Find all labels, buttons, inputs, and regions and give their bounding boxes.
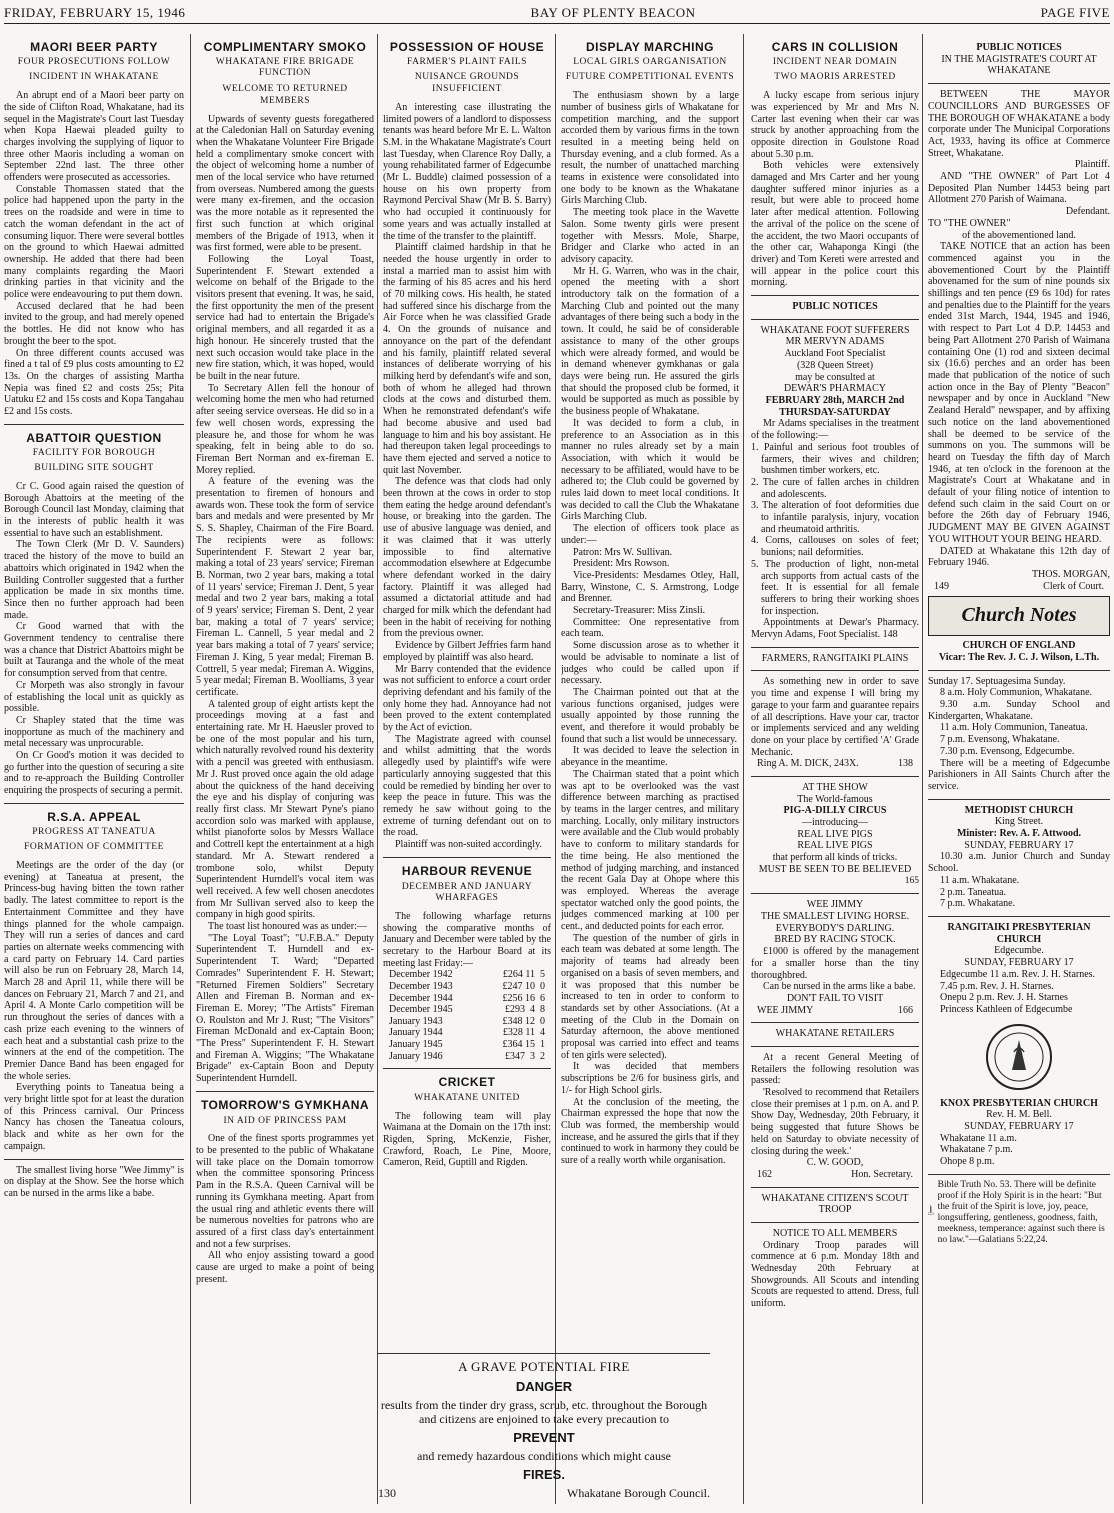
service-line: Onepu 2 p.m. Rev. J. H. Starnes xyxy=(940,992,1068,1004)
service-line: Edgecumbe 11 a.m. Rev. J. H. Starnes. xyxy=(940,968,1096,980)
service-line: 7 p.m. Whakatane. xyxy=(940,898,1016,910)
column-3 xyxy=(383,34,551,1344)
ad-line: The World-famous xyxy=(797,793,873,805)
article-headline: CARS IN COLLISION xyxy=(771,40,899,54)
ad-line: THE SMALLEST LIVING HORSE. xyxy=(760,911,910,922)
article-subhead: BUILDING SITE SOUGHT xyxy=(34,463,154,474)
ad-line: REAL LIVE PIGS xyxy=(797,828,873,840)
signature: C. W. GOOD, xyxy=(806,1157,864,1169)
paragraph: A talented group of eight artists kept the proceedings moving at a fast and entertaining rate. Mr H. Haeusler proved to be one of the most popular and his turn, which naturally revolved round his dexterity with a pencil was greeted with enthusiasm. Mr J. Rust proved once again the old adage about the quickness of the hand deceiving the eye and his display of conjuring was really first class. Mr Stewart Pyne's piano accordion solo was marked with applause, whilst pianoforte solos by Messrs Wallace and Cottrell kept the entertainment at a high standard. Mr A. Stewart rendered a trombone solo, whilst Deputy Superintendent Hurndell's vocal item was well received. A few well chosen anecdotes from Mr Sullivan served also to keep the company in high good spirits. xyxy=(196,698,374,921)
article-headline: TOMORROW'S GYMKHANA xyxy=(200,1097,370,1112)
masthead xyxy=(4,3,1110,24)
column-5 xyxy=(751,34,919,1504)
candle-book-icon xyxy=(928,1180,934,1240)
column-6 xyxy=(928,34,1110,1504)
table-cell-month: December 1942 xyxy=(389,969,453,981)
table-cell-month: December 1945 xyxy=(389,1004,453,1016)
ad-line: may be consulted at xyxy=(795,371,875,383)
ad-line: THURSDAY-SATURDAY xyxy=(779,406,891,418)
paragraph: The meeting took place in the Wavette Salon. Some twenty girls were present together with Messrs. Mole, Sharpe, Bridger and Clarke who acted in an advisory capacity. xyxy=(561,207,739,265)
ad-line: DEWAR'S PHARMACY xyxy=(783,383,887,395)
paragraph: Some discussion arose as to whether it would be advisable to nominate a list of judges who could be called upon if necessary. xyxy=(561,640,739,687)
paragraph: TAKE NOTICE that an action has been commenced against you in the abovementioned Court by the Plaintiff abovenamed for the sum of nine pounds six shillings and ten pence (£9 6s 10d) for rates and penalties due to the Plaintiff for the years ended 31st March, 1944, 1945 and 1946, with respect to Part Lot 4 D.P. 14453 and being Part Allotment 270 Parish of Waimana containing One (1) rod and sixteen decimal six (16.6) perches and an order has been made that publication of the notice of such action once in the Bay of Plenty "Beacon" newspaper and by once in Auckland "New Zealand Herald" newspaper, and by affixing such notice on the land abovementioned shall be deemed to be service of the summons on you. The summons will be heard on Tuesday the fifth day of March 1946, at ten o'clock in the forenoon at the Magistrate's Court at Whakatane and in default of your filing notice of intention to defend such claim in the said Court on or before the 26th day of February 1946, JUDGMENT MAY BE GIVEN AGAINST YOU WITHOUT YOUR BEING HEARD. xyxy=(928,241,1110,545)
church-minister: Vicar: The Rev. J. C. J. Wilson, L.Th. xyxy=(938,651,1100,663)
article-headline: POSSESSION OF HOUSE xyxy=(389,40,545,54)
paragraph: Cr C. Good again raised the question of Borough Abattoirs at the meeting of the Borough Council last Monday, claiming that in the interests of public health it was essential to have such an establishment. xyxy=(4,480,184,539)
paper-name: BAY OF PLENTY BEACON xyxy=(530,5,696,20)
page-number: PAGE FIVE xyxy=(1040,5,1110,20)
service-date: SUNDAY, FEBRUARY 17 xyxy=(964,957,1074,969)
table-cell-value: £247 10 0 xyxy=(502,981,545,993)
table-cell-month: December 1943 xyxy=(389,981,453,993)
paragraph: Everything points to Taneatua being a very bright little spot for at least the duration of this Princess carnival. Our Princess Nancy has chosen the Taneatua colours, black and white as her own for the campaign. xyxy=(4,1082,184,1152)
table-row xyxy=(383,1016,551,1028)
ad-line: NOTICE TO ALL MEMBERS xyxy=(772,1227,898,1239)
list-item: 4. Corns, callouses on soles of feet; bunions; nail deformities. xyxy=(751,535,919,559)
paragraph: One of the finest sports programmes yet to be presented to the public of Whakatane will take place on the Domain tomorrow when the committee sponsoring Princess Pam in the R.S.A. Queen Carnival will be running its Gymkhana meeting. Apart from the usual ring and athletic events there will be numerous novelties for patrons who are assured of a first class day's entertainment and not a few surprises. xyxy=(196,1133,374,1250)
ad-heading: WHAKATANE CITIZEN'S SCOUT TROOP xyxy=(761,1192,909,1216)
table-cell-value: £328 11 4 xyxy=(502,1027,545,1039)
fire-notice-danger: DANGER xyxy=(515,1379,573,1394)
table-row xyxy=(383,993,551,1005)
ad-line: Ring A. M. DICK, 243X. xyxy=(757,758,859,770)
fire-danger-notice xyxy=(378,1353,710,1501)
notice-line: TO "THE OWNER" xyxy=(928,217,1011,229)
table-cell-value: £364 15 1 xyxy=(502,1039,545,1050)
article-subhead: PROGRESS AT TANEATUA xyxy=(32,826,156,837)
paragraph: The smallest living horse "Wee Jimmy" is on display at the Show. See the horse which can be nursed in the arms like a babe. xyxy=(4,1164,184,1199)
paragraph: Cr Morpeth was also strongly in favour of establishing the local unit as quickly as possible. xyxy=(4,679,184,715)
paragraph: Meetings are the order of the day (or evening) at Taneatua at present, the Princess-bug having bitten the town rather badly. The latest committee to report is the Entertainment Committee and they have things planned for the whole campaign. They will run a series of dances and card parties on alternate weeks commencing with a card party on February 14. Card parties will also be run on February 28, March 14, March 28 and April 11, while there will be dances on February 21, March 7 and 21, and April 4. A Monte Carlo competition will be run throughout the series of dances with a cash prize each evening to the winners of each heat and a substantial cash prize to the winners at the end of the competition. The Premier Dance Band has been engaged for the whole series. xyxy=(4,860,184,1082)
ad-line: —introducing— xyxy=(801,817,869,829)
paragraph: All who enjoy assisting toward a good cause are urged to make a point of being present. xyxy=(196,1250,374,1285)
service-line: Whakatane 7 p.m. xyxy=(940,1144,1013,1156)
paragraph: An abrupt end of a Maori beer party on the side of Clifton Road, Whakatane, had its sequel in the Magistrate's Court last Tuesday when Kopa Haewai pleaded guilty to charges involving the supplying of liquor to three other Maoris including a woman on September 22nd last. The three other offenders were prosecuted as accessories. xyxy=(4,90,184,184)
article-subhead: INCIDENT IN WHAKATANE xyxy=(29,72,159,83)
service-line: 7 p.m. Evensong, Whakatane. xyxy=(940,734,1060,746)
church-minister: Minister: Rev. A. F. Attwood. xyxy=(956,828,1082,840)
church-minister: Rev. H. M. Bell. xyxy=(986,1109,1052,1121)
ad-line: £1000 is offered by the management for a smaller horse than the tiny thoroughbred. xyxy=(751,946,919,981)
table-row xyxy=(383,981,551,993)
ad-line: REAL LIVE PIGS xyxy=(797,840,873,852)
service-line: 7.45 p.m. Rev. J. H. Starnes. xyxy=(940,980,1054,992)
ad-heading: IN THE MAGISTRATE'S COURT AT WHAKATANE xyxy=(941,53,1097,77)
paragraph: Committee: One representative from each team. xyxy=(561,616,739,640)
table-cell-month: December 1944 xyxy=(389,992,453,1004)
ad-number: 166 xyxy=(898,1004,913,1016)
service-line: 9.30 a.m. Sunday School and Kindergarten, Whakatane. xyxy=(928,699,1110,722)
fire-notice-text: and remedy hazardous conditions which might cause xyxy=(417,1449,671,1463)
paragraph: BETWEEN THE MAYOR COUNCILLORS AND BURGESSES OF THE BOROUGH OF WHAKATANE a body corporate under The Municipal Corporations Act, 1933, having its office at Commerce Street, Whakatane. xyxy=(928,89,1110,159)
article-subhead: FARMER'S PLAINT FAILS xyxy=(407,56,527,67)
paragraph: Mr Adams specialises in the treatment of the following:— xyxy=(751,418,919,442)
service-line: Ohope 8 p.m. xyxy=(940,1156,995,1168)
ad-number: 130 xyxy=(378,1486,396,1500)
signature: Hon. Secretary. xyxy=(851,1168,913,1180)
ad-line: PIG-A-DILLY CIRCUS xyxy=(783,805,887,817)
ad-number: 138 xyxy=(898,758,913,770)
paragraph: It was decided that members subscriptions be 2/6 for business girls, and 1/- for High School girls. xyxy=(561,1061,739,1096)
ad-line: Auckland Foot Specialist xyxy=(784,348,886,360)
ad-line: that perform all kinds of tricks. xyxy=(772,852,898,864)
paragraph: The defence was that clods had only been thrown at the cows in order to stop them eating the hedge around defendant's house, or breaking into the garden. The use of abusive language was denied, and it was claimed that it was utterly impossible to find alternative accommodation elsewhere at Edgecumbe where defendant worked in the dairy factory. Plaintiff it was alleged had assumed a dictatorial attitude and had charged for milk which the defendant had been in the habit of receiving for nothing from the previous owner. xyxy=(383,476,551,640)
treatment-list xyxy=(751,442,919,618)
article-subhead: FORMATION OF COMMITTEE xyxy=(24,842,164,853)
paragraph: Appointments at Dewar's Pharmacy. Mervyn Adams, Foot Specialist. 148 xyxy=(751,617,919,641)
signature: THOS. MORGAN, xyxy=(1031,568,1110,580)
table-cell-month: January 1946 xyxy=(389,1050,443,1062)
table-cell-month: January 1945 xyxy=(389,1039,443,1050)
church-name: METHODIST CHURCH xyxy=(964,804,1074,816)
paragraph: President: Mrs Rowson. xyxy=(573,558,670,570)
paragraph: A lucky escape from serious injury was experienced by Mr and Mrs N. Carter last evening when their car was struck by another approaching from the opposite direction in Goulstone Road about 5.30 p.m. xyxy=(751,90,919,160)
paragraph: Both vehicles were extensively damaged and Mrs Carter and her young daughter suffered minor injuries as a result, but were able to proceed home later after medical attention. Following the arrival of the police on the scene of the accident, the two Maori occupants of the other car, Wahaponga Kingi (the driver) and Tom Kereti were arrested and will appear in the police court this morning. xyxy=(751,160,919,289)
service-line: 8 a.m. Holy Communion, Whakatane. xyxy=(940,687,1093,699)
signature: Whakatane Borough Council. xyxy=(567,1486,710,1500)
paragraph: Accused declared that he had been invited to the group, and had merely opened the bottles. He did not know who has brought the beer to the spot. xyxy=(4,300,184,347)
article-subhead: DECEMBER AND JANUARY WHARFAGES xyxy=(401,881,533,904)
paragraph: On Cr Good's motion it was decided to go further into the question of securing a site and to re-approach the Building Controller enquiring the prospects of securing a permit. xyxy=(4,750,184,797)
party-label: Plaintiff. xyxy=(1074,159,1110,171)
section-heading: PUBLIC NOTICES xyxy=(976,42,1062,53)
paragraph: Constable Thomassen stated that the police had happened upon the party in the trees on the roadside and were in time to catch the woman defendant in the act of consuming liquor. There were several bottles on the ground to which Haewai admitted ownership. He added that there had been many complaints regarding the Maori drinking parties in that vicinity and the police were endeavouring to put them down. xyxy=(4,183,184,301)
service-line: 2 p.m. Taneatua. xyxy=(940,886,1007,898)
ad-line: EVERYBODY'S DARLING. xyxy=(775,922,895,934)
ad-heading: WHAKATANE RETAILERS xyxy=(775,1028,895,1040)
paragraph: The following team will play Waimana at the Domain on the 17th inst: Rigden, Spring, McKenzie, Fisher, Crawford, Roach, Le Pine, Moore, Cameron, Reid, Guptill and Rigden. xyxy=(383,1110,551,1169)
column-4 xyxy=(561,34,739,1344)
bible-truth-text: Bible Truth No. 53. There will be definite proof if the Holy Spirit is in the heart: "But the fruit of the Spirit is love, joy, peace, longsuffering, gentleness, goodness, faith, meekness, temperance: against such there is no law."—Galatians 5:22,24. xyxy=(937,1179,1105,1245)
paragraph: On three different counts accused was fined a t tal of £9 plus costs amounting to £2 13s. On the charges of assisting Martha Nepia was fined £2 and costs 25s; Pita Uatuku £2 and 15s costs and Kopa Tangahau £2 and 15s costs. xyxy=(4,347,184,418)
table-cell-month: January 1943 xyxy=(389,1015,443,1027)
article-subhead: WHAKATANE UNITED xyxy=(414,1092,520,1103)
paragraph: Patron: Mrs W. Sullivan. xyxy=(573,546,673,558)
ad-number: 162 xyxy=(757,1168,772,1180)
bible-truth-box xyxy=(928,1180,1110,1246)
paragraph: Secretary-Treasurer: Miss Zinsli. xyxy=(573,605,706,617)
article-headline: ABATTOIR QUESTION xyxy=(26,430,162,445)
paragraph: Cr Shapley stated that the time was inopportune as much of the machinery and metal necessary was unprocurable. xyxy=(4,714,184,750)
article-subhead: INCIDENT NEAR DOMAIN xyxy=(772,56,898,67)
ad-line: FEBRUARY 28th, MARCH 2nd xyxy=(765,394,905,406)
service-line: 11 a.m. Holy Communion, Taneatua. xyxy=(940,722,1088,734)
paragraph: 'Resolved to recommend that Retailers close their premises at 1 p.m. on A. and P. Show Day, Wednesday, 20th February, it being suggested that future Shows be held on Saturday to obviate necessity of closing during the week.' xyxy=(751,1087,919,1157)
list-item: 5. The production of light, non-metal arch supports from actual casts of the feet. It is essential for all female sufferers to bring their working shoes for inspection. xyxy=(751,558,919,617)
paragraph: An interesting case illustrating the limited powers of a landlord to dispossess tenants was heard before Mr E. L. Walton S.M. in the Whakatane Magistrate's Court last Tuesday, when Clarence Roy Dally, a young rehabilitated farmer of Edgecumbe (Mr L. Buddle) claimed possession of a house on his own property from Raymond Percival Shaw (Mr B. S. Barry) who had occupied it continuously for some years and was actually installed at the time of the transfer to the plaintiff. xyxy=(383,101,551,242)
article-headline: CRICKET xyxy=(438,1075,496,1090)
table-cell-month: January 1944 xyxy=(389,1027,443,1039)
paragraph: At the conclusion of the meeting, the Chairman expressed the hope that now the Club was formed, the membership would increase, and he assured the girls that if they continued to work in harmony they could be sure of a really worth while organisation. xyxy=(561,1096,739,1167)
table-row xyxy=(383,969,551,981)
column-2 xyxy=(196,34,374,1504)
ad-line: (328 Queen Street) xyxy=(796,359,874,371)
table-cell-value: £348 12 0 xyxy=(502,1015,545,1027)
ad-heading: FARMERS, RANGITAIKI PLAINS xyxy=(761,652,909,664)
church-name: CHURCH OF ENGLAND xyxy=(962,640,1076,652)
ad-line: BRED BY RACING STOCK. xyxy=(774,934,896,946)
article-headline: HARBOUR REVENUE xyxy=(401,863,533,878)
paragraph: The toast list honoured was as under:— xyxy=(208,921,367,933)
service-line: There will be a meeting of Edgecumbe Parishioners in All Saints Church after the service. xyxy=(928,757,1110,792)
article-headline: COMPLIMENTARY SMOKO xyxy=(203,40,367,54)
fire-notice-fires: FIRES. xyxy=(523,1467,565,1482)
church-name: RANGITAIKI PRESBYTERIAN CHURCH xyxy=(947,922,1091,945)
article-subhead: NUISANCE GROUNDS INSUFFICIENT xyxy=(414,72,520,95)
paragraph: Ordinary Troop parades will commence at 6 p.m. Monday 18th and Wednesday 20th February at Showgrounds. All Scouts and intending Scouts are requested to attend. Dress, full uniform. xyxy=(751,1239,919,1310)
paragraph: As something new in order to save you time and expense I will bring my garage to your farm and guarantee repairs of all descriptions. Have your car, tractor or implements serviced and any welding done on your place by certified 'A' Grade Mechanic. xyxy=(751,676,919,758)
ad-line: DON'T FAIL TO VISIT xyxy=(786,992,884,1004)
presbyterian-seal-icon xyxy=(984,1022,1054,1092)
ad-line: WHAKATANE FOOT SUFFERERS xyxy=(760,324,910,336)
service-line: 11 a.m. Whakatane. xyxy=(940,874,1020,886)
church-address: King Street. xyxy=(994,816,1044,828)
article-subhead: FUTURE COMPETITIONAL EVENTS xyxy=(565,72,735,83)
table-row xyxy=(383,1051,551,1063)
paragraph: Mr H. G. Warren, who was in the chair, opened the meeting with a short introductory talk on the formation of a Marching Club and pointed out the many advantages of there being such a body in the town. It could, he said be of considerable assistance to many of the other groups which were already formed, and would be in demand whenever gymkhanas or gala days were being run. He assured the girls that should the proposed club be formed, it would be supported as much as possible by the business people of Whakatane. xyxy=(561,265,739,418)
column-1 xyxy=(4,34,184,1504)
paragraph: To Secretary Allen fell the honour of welcoming home the men who had returned after seeing service overseas. He did so in a few well chosen words, expressing the pleasure he, and those for whom he was speaking, felt in being able to do so. Fireman Bert Norman and ex-fireman E. Morey replied. xyxy=(196,382,374,476)
issue-date: FRIDAY, FEBRUARY 15, 1946 xyxy=(4,5,186,20)
table-cell-value: £256 16 6 xyxy=(502,992,545,1004)
paragraph: The Town Clerk (Mr D. V. Saunders) traced the history of the move to build an abattoirs which originated in 1942 when the Building Controller suggested that a further application be made in six months time. Since then no further approach had been made. xyxy=(4,539,184,621)
article-subhead: FOUR PROSECUTIONS FOLLOW xyxy=(17,56,171,67)
paragraph: At a recent General Meeting of Retailers the following resolution was passed: xyxy=(751,1051,919,1087)
ad-line: Can be nursed in the arms like a babe. xyxy=(763,981,916,993)
ad-line: MUST BE SEEN TO BE BELIEVED xyxy=(758,863,912,875)
table-row xyxy=(383,1039,551,1051)
table-cell-value: £264 11 5 xyxy=(502,969,545,981)
signature: Clerk of Court. xyxy=(1043,580,1104,592)
paragraph: It was decided to form a club, in preference to an Association as in this manner no rules already set by a main Association, with which it would be necessary to be affiliated, would have to be adhered to; the Club could be governed by rules laid down to meet local conditions. It was decided to call the Club the Whakatane Girls Marching Club. xyxy=(561,417,739,523)
list-item: 2. The cure of fallen arches in children and adolescents. xyxy=(751,476,919,500)
ad-heading: AT THE SHOW xyxy=(802,781,868,793)
paragraph: The Magistrate agreed with counsel and whilst admitting that the words allegedly used by plaintiff's wife were particularly annoying suggested that this could be remedied by binding her over to keep the peace in future. This was the remedy he saw without going to the extreme of turning defendant out on to the road. xyxy=(383,733,551,839)
church-address: Edgecumbe. xyxy=(994,945,1044,957)
section-heading: PUBLIC NOTICES xyxy=(792,301,878,313)
article-subhead: LOCAL GIRLS OARGANISATION xyxy=(573,56,727,67)
article-headline: DISPLAY MARCHING xyxy=(585,40,715,54)
church-name: KNOX PRESBYTERIAN CHURCH xyxy=(940,1097,1098,1109)
article-subhead: TWO MAORIS ARRESTED xyxy=(774,72,896,83)
service-line: Sunday 17. Septuagesima Sunday. xyxy=(928,675,1066,687)
article-subhead: WHAKATANE FIRE BRIGADE FUNCTION xyxy=(215,56,355,79)
paragraph: It was decided to leave the selection in abeyance in the meantime. xyxy=(561,745,739,769)
paragraph: A feature of the evening was the presentation to firemen of honours and awards won. These took the form of service bars and medals and were presented by Mr S. S. Shapley, Chairman of the Fire Board. The recipients were as follows: Superintendent F. Stewart 2 year bar, making a total of 23 years' service; Fireman B. Norman, two 2 year bars, making a total of 11 years' service; Fireman J. Dent, 5 year medal and two 2 year bars, making a total of 9 years' service; Fireman S. Dent, 2 year bar, making a total of 7 years' service; Fireman L. Cannell, 5 year medal and 2 year bars making a total of 7 years' service; Fireman J. King, 5 year medal; Fireman B. Cottrell, 5 year medal; Fireman A. Wiggins, 5 year medal; Fireman B. Woolliams, 3 year certificate. xyxy=(196,476,374,698)
paragraph: Following the Loyal Toast, Superintendent F. Stewart extended a welcome on behalf of the Brigade to the visitors present that evening. It was, he said, the first opportunity the men of the present service had had to entertain the Brigade's original members, and all regarded it as a high honour. He sincerely trusted that the next such occasion would take place in the new fire station, which, it was hoped, would be built in the near future. xyxy=(196,253,374,382)
paragraph: The Chairman pointed out that at the various functions organised, judges were usually appointed by those running the event, and therefore it would probably be found that such a list would be unnecessary. xyxy=(561,686,739,745)
ad-line: WEE JIMMY xyxy=(757,1004,814,1016)
notice-line: of the abovementioned land. xyxy=(962,229,1076,241)
service-date: SUNDAY, FEBRUARY 17 xyxy=(964,1121,1074,1133)
fire-notice-text: results from the tinder dry grass, scrub, etc. throughout the Borough and citizens are enjoined to take every precaution to xyxy=(380,1398,708,1426)
ad-line: MR MERVYN ADAMS xyxy=(785,336,885,348)
list-item: 1. Painful and serious foot troubles of farmers, their wives and children; bushmen timber workers, etc. xyxy=(751,441,919,477)
ad-number: 149 xyxy=(934,580,949,592)
ad-heading: WEE JIMMY xyxy=(806,899,864,911)
ad-number: 165 xyxy=(904,875,919,886)
paragraph: Upwards of seventy guests foregathered at the Caledonian Hall on Saturday evening when the Whakatane Volunteer Fire Brigade held a complimentary smoke concert with the object of welcoming home a number of men of the local service who have returned from overseas. Numbered among the guests were many ex-firemen, and the occasion was the more notable as it represented the first such function at which original members of the Brigade of 1913, when it was first formed, were able to be present. xyxy=(196,113,374,254)
paragraph: Mr Barry contended that the evidence was not sufficient to enforce a court order depriving defendant and his family of the only home they had. Annoyance had not been proved to the extent contemplated by the Act of eviction. xyxy=(383,663,551,734)
paragraph: Cr Good warned that with the Government tendency to centralise there was a chance that District Abattoirs might be built at Tauranga and the whole of the meat for consumption served from that centre. xyxy=(4,621,184,680)
fire-notice-title: A GRAVE POTENTIAL FIRE xyxy=(458,1359,630,1374)
paragraph: "The Loyal Toast"; "U.F.B.A." Deputy Superintendent T. Hurndell and ex-Superintendent T. Ward; "Departed Comrades" Superintendent F. H. Stewart; "Returned Firemen Soldiers" Secretary Allen and Fireman B. Norman and ex-Fireman E. Morey; "The Artists" Fireman O. Roulston and Mr J. Rust; "The Visitors" Fireman McDonald and ex-Captain Boon; "The Press" Superintendent F. H. Stewart and Fireman A. Wiggins; "The Whakatane Brigade" ex-Captain Boon and Deputy Superintendent Hurndell. xyxy=(196,932,374,1085)
wharfage-table xyxy=(383,969,551,1062)
article-subhead: FACILITY FOR BOROUGH xyxy=(32,447,156,458)
paragraph: AND "THE OWNER" of Part Lot 4 Deposited Plan Number 14453 being part Allotment 270 Parish of Waimana. xyxy=(928,171,1110,206)
table-row xyxy=(383,1027,551,1039)
paragraph: The question of the number of girls in each team was debated at some length. The majority of teams had already been organised on a basis of seven members, and it was proposed that this number be increased to ten in order to conform to standards set by other Associations. (At a meeting of the Club in the Domain on Saturday afternoon, the above mentioned proposal was carried into effect and teams of ten girls were selected). xyxy=(561,932,739,1061)
church-notes-banner: Church Notes xyxy=(928,596,1110,636)
table-cell-value: £347 3 2 xyxy=(505,1050,545,1062)
paragraph: Vice-Presidents: Mesdames Otley, Hall, Barry, Winstone, C. S. Armstrong, Lodge and Brenner. xyxy=(561,569,739,605)
paragraph: The Chairman stated that a point which was apt to be overlooked was the vast difference between marching as practised by teams in the larger centres, and military marching. Locally, only military instructors were available and the Club would probably have to conform to military standards for the time being. He also mentioned the method of judging marching, and instanced the recent Gala Day at Ohope where this was employed. Whereas the average spectator watched only the good points, the judges commenced marking at 100 per cent., and deducted points for each error. xyxy=(561,768,739,933)
service-line: 7.30 p.m. Evensong, Edgecumbe. xyxy=(940,745,1075,757)
service-line: Princess Kathleen of Edgecumbe xyxy=(940,1003,1073,1015)
service-line: 10.30 a.m. Junior Church and Sunday School. xyxy=(928,851,1110,875)
service-line: Whakatane 11 a.m. xyxy=(940,1132,1017,1144)
paragraph: The following wharfage returns showing the comparative months of January and December were tabled by the secretary to the Harbour Board at its meeting last Friday:— xyxy=(383,910,551,969)
paragraph: Plaintiff claimed hardship in that he needed the house urgently in order to instal a married man to assist him with the farming of his 85 acres and his herd of 70 milking cows. His health, he stated had suffered since his discharge from the Air Force when he was classified Grade 4. On the grounds of nuisance and annoyance on the part of the defendant and his family, plaintiff related several instances of deliberate worrying of his milking herd by defendant's wife and son, both of whom he alleged had thrown clods at the cows and disturbed them. When he remonstrated defendant's wife had become abusive and used bad language to him and his boy assistant. He had thereupon taken legal proceedings to have them ejected and served a notice to quit last November. xyxy=(383,242,551,476)
paragraph: Evidence by Gilbert Jeffries farm hand employed by plaintiff was also heard. xyxy=(383,640,551,663)
paragraph: Plaintiff was non-suited accordingly. xyxy=(395,839,542,851)
paragraph: The election of officers took place as under:— xyxy=(561,523,739,546)
table-row xyxy=(383,1004,551,1016)
article-subhead: WELCOME TO RETURNED MEMBERS xyxy=(222,84,348,106)
article-headline: R.S.A. APPEAL xyxy=(47,809,141,824)
list-item: 3. The alteration of foot deformities due to infantile paralysis, injury, vocation and rheumatoid arthritis. xyxy=(751,500,919,535)
article-headline: MAORI BEER PARTY xyxy=(30,40,158,54)
service-date: SUNDAY, FEBRUARY 17 xyxy=(964,839,1074,851)
fire-notice-prevent: PREVENT xyxy=(513,1430,575,1445)
paragraph: DATED at Whakatane this 12th day of February 1946. xyxy=(928,545,1110,569)
paragraph: The enthusiasm shown by a large number of business girls of Whakatane for competition marching, and the support accorded them by various firms in the town resulted in a meeting being held on Thursday evening, and a club formed. As a result, the number of unattached marching teams in existence were consolidated into one body to be known as the Whakatane Girls Marching Club. xyxy=(561,90,739,207)
table-cell-value: £293 4 8 xyxy=(505,1004,545,1016)
article-subhead: IN AID OF PRINCESS PAM xyxy=(223,1115,347,1126)
party-label: Defendant. xyxy=(1065,206,1110,218)
